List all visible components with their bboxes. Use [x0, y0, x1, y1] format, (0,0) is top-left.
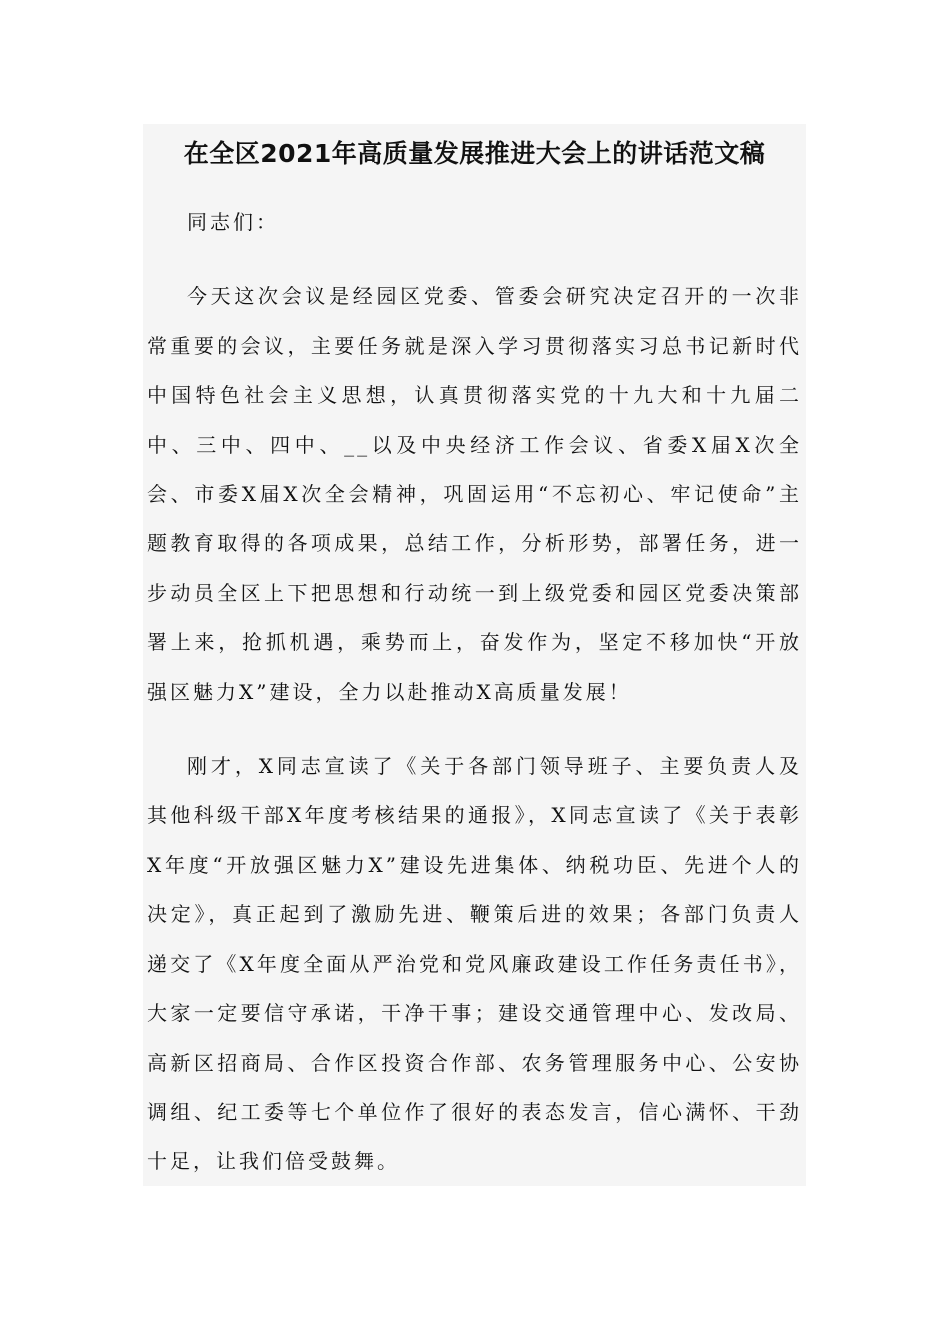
greeting: 同志们： — [187, 210, 279, 234]
document-page — [143, 124, 806, 1186]
paragraph-2: 刚才，X同志宣读了《关于各部门领导班子、主要负责人及其他科级干部X年度考核结果的通报》，X同志宣读了《关于表彰X年度“开放强区魅力X”建设先进集体、纳税功臣、先进个人的决定》，真正起到了激励先进、鞭策后进的效果；各部门负责人递交了《X年度全面从严治党和党风廉政建设工作任务责任书》，大家一定要信守承诺，干净干事；建设交通管理中心、发改局、高新区招商局、合作区投资合作部、农务管理服务中心、公安协调组、纪工委等七个单位作了很好的表态发言，信心满怀、干劲十足，让我们倍受鼓舞。 — [147, 754, 802, 1174]
paragraph-1: 今天这次会议是经园区党委、管委会研究决定召开的一次非常重要的会议，主要任务就是深入学习贯彻落实习总书记新时代中国特色社会主义思想，认真贯彻落实党的十九大和十九届二中、三中、四中、__以及中央经济工作会议、省委X届X次全会、市委X届X次全会精神，巩固运用“不忘初心、牢记使命”主题教育取得的各项成果，总结工作，分析形势，部署任务，进一步动员全区上下把思想和行动统一到上级党委和园区党委决策部署上来，抢抓机遇，乘势而上，奋发作为，坚定不移加快“开放强区魅力X”建设，全力以赴推动X高质量发展！ — [147, 284, 802, 704]
document-title: 在全区2021年高质量发展推进大会上的讲话范文稿 — [183, 139, 766, 168]
